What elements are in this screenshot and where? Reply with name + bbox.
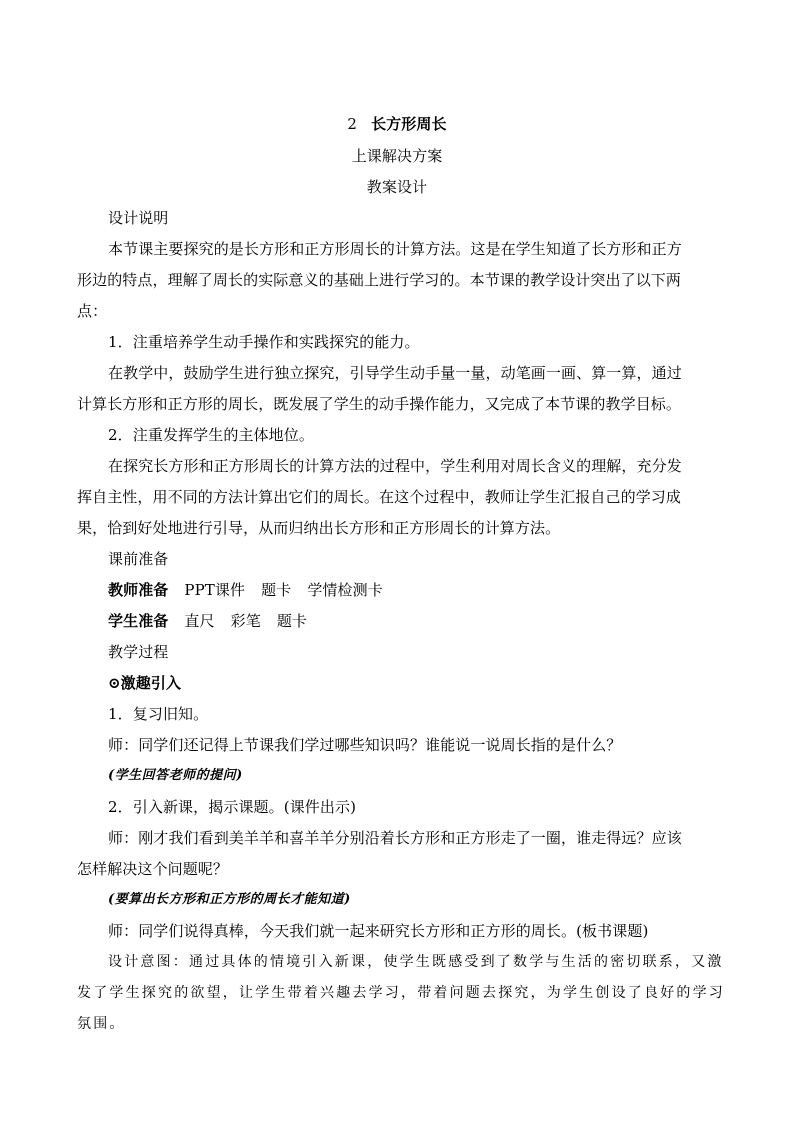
paragraph-1-line-2: 形边的特点，理解了周长的实际意义的基础上进行学习的。本节课的教学设计突出了以下两	[77, 271, 682, 289]
title-number: 2	[347, 115, 358, 133]
point-1: 1．注重培养学生动手操作和实践探究的能力。	[108, 333, 420, 351]
paragraph-3-line-3: 果，恰到好处地进行引导，从而归纳出长方形和正方形周长的计算方法。	[77, 519, 561, 537]
section-heading-process: 教学过程	[108, 643, 169, 661]
teacher-statement-3: 师：同学们说得真棒，今天我们就一起来研究长方形和正方形的周长。(板书课题)	[108, 922, 649, 940]
section-heading-prep: 课前准备	[108, 550, 169, 568]
section-heading-design-note: 设计说明	[108, 209, 169, 227]
student-prep-label: 学生准备	[108, 612, 169, 630]
student-prep-item: 彩笔	[230, 612, 261, 630]
teacher-question-2-line-1: 师：刚才我们看到美羊羊和喜羊羊分别沿着长方形和正方形走了一圈，谁走得远？应该	[108, 829, 682, 847]
teacher-question-1: 师：同学们还记得上节课我们学过哪些知识吗？谁能说一说周长指的是什么？	[108, 736, 622, 754]
paragraph-1-line-3: 点：	[77, 302, 108, 320]
stage-heading-intro: ⊙激趣引入	[108, 674, 182, 692]
subtitle-solution: 上课解决方案	[351, 147, 443, 165]
paragraph-3-line-2: 挥自主性，用不同的方法计算出它们的周长。在这个过程中，教师让学生汇报自己的学习成	[77, 488, 682, 506]
teacher-prep-row	[108, 580, 720, 600]
teacher-prep-item: 学情检测卡	[307, 581, 383, 599]
paragraph-2-line-2: 计算长方形和正方形的周长，既发展了学生的动手操作能力，又完成了本节课的教学目标。	[77, 395, 682, 413]
student-prep-item: 直尺	[184, 612, 215, 630]
student-response-note-1: (学生回答老师的提问)	[108, 768, 243, 783]
design-intent-line-2: 发了学生探究的欲望，让学生带着兴趣去学习，带着问题去探究，为学生创设了良好的学习	[77, 985, 725, 1001]
subtitle-lesson-plan: 教案设计	[366, 178, 428, 196]
step-1: 1．复习旧知。	[108, 705, 209, 723]
design-intent-line-3: 氛围。	[77, 1016, 126, 1032]
design-intent-line-1: 设计意图：通过具体的情境引入新课，使学生既感受到了数学与生活的密切联系，又激	[108, 954, 724, 970]
student-response-note-2: (要算出长方形和正方形的周长才能知道)	[108, 892, 351, 907]
teacher-prep-item: 题卡	[261, 581, 292, 599]
paragraph-2-line-1: 在教学中，鼓励学生进行独立探究，引导学生动手量一量，动笔画一画、算一算，通过	[108, 364, 682, 382]
teacher-prep-label: 教师准备	[108, 581, 169, 599]
teacher-question-2-line-2: 怎样解决这个问题呢？	[77, 860, 229, 878]
student-prep-row	[108, 611, 720, 631]
student-prep-item: 题卡	[276, 612, 308, 630]
title-text: 长方形周长	[371, 115, 447, 133]
teacher-prep-item: PPT课件	[184, 581, 246, 599]
point-2: 2．注重发挥学生的主体地位。	[108, 426, 314, 444]
paragraph-1-line-1: 本节课主要探究的是长方形和正方形周长的计算方法。这是在学生知道了长方形和正方	[108, 240, 682, 258]
step-2: 2．引入新课，揭示课题。(课件出示)	[108, 798, 357, 816]
paragraph-3-line-1: 在探究长方形和正方形周长的计算方法的过程中，学生利用对周长含义的理解，充分发	[108, 457, 682, 475]
page-title	[0, 114, 794, 134]
